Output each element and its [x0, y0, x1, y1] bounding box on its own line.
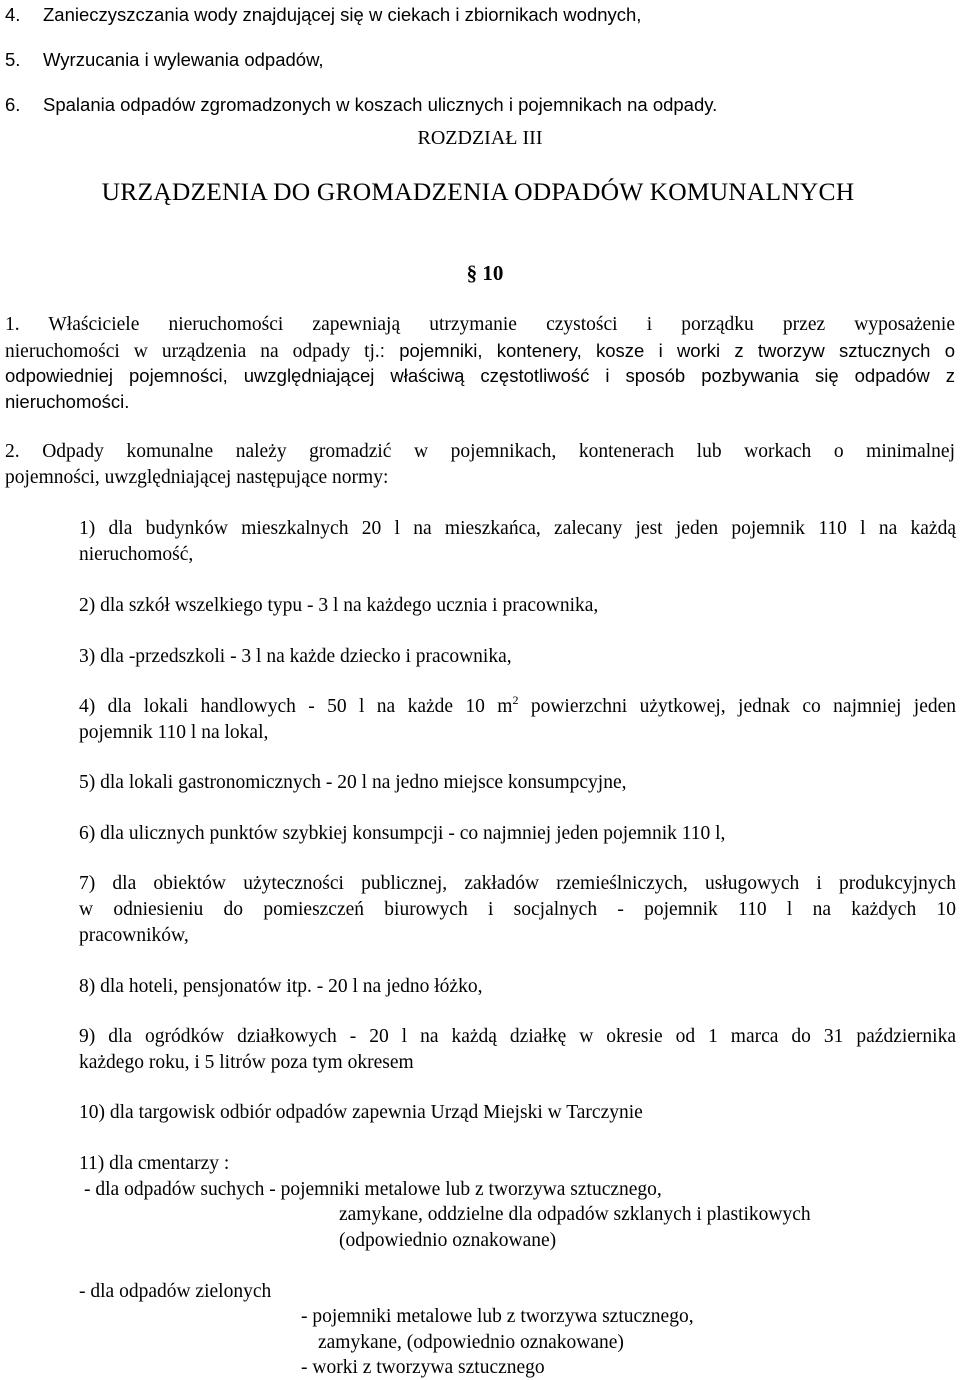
- norm-item: 6) dla ulicznych punktów szybkiej konsumpcji - co najmniej jeden pojemnik 110 l,: [79, 823, 726, 844]
- list-item: [5, 3, 641, 27]
- paragraph-1-text: : pojemniki, kontenery, kosze i worki z tworzyw sztucznych o: [379, 340, 955, 361]
- norm-item: [79, 695, 956, 719]
- norm-item: 10) dla targowisk odbiór odpadów zapewnia Urząd Miejski w Tarczynie: [79, 1102, 643, 1123]
- paragraph-1-text: nieruchomości w urządzenia na odpady tj.: [5, 341, 380, 362]
- list-number: 5.: [5, 49, 21, 70]
- norm-subitem: - dla odpadów zielonych: [79, 1281, 272, 1302]
- norm-subitem: - worki z tworzywa sztucznego: [301, 1357, 545, 1378]
- chapter-title: URZĄDZENIA DO GROMADZENIA ODPADÓW KOMUNALNYCH: [101, 177, 855, 206]
- norm-item: 8) dla hoteli, pensjonatów itp. - 20 l na jedno łóżko,: [79, 976, 483, 997]
- list-text: Spalania odpadów zgromadzonych w koszach ulicznych i pojemnikach na odpady.: [43, 94, 718, 115]
- norm-item: w odniesieniu do pomieszczeń biurowych i socjalnych - pojemnik 110 l na każdych 10: [79, 899, 956, 920]
- norm-item: 3) dla -przedszkoli - 3 l na każde dziecko i pracownika,: [79, 646, 512, 667]
- list-item: [5, 48, 324, 72]
- paragraph-1-line: odpowiedniej pojemności, uwzględniającej właściwą częstotliwość i sposób pozbywania się odpadów z: [5, 365, 955, 386]
- norm-item: każdego roku, i 5 litrów poza tym okresem: [79, 1052, 414, 1073]
- norm-item: 1) dla budynków mieszkalnych 20 l na mieszkańca, zalecany jest jeden pojemnik 110 l na każdą: [79, 518, 956, 539]
- norm-subitem: (odpowiednio oznakowane): [339, 1230, 557, 1251]
- norm-subitem: - pojemniki metalowe lub z tworzywa sztucznego,: [301, 1306, 694, 1327]
- norm-subitem: zamykane, oddzielne dla odpadów szklanych i plastikowych: [339, 1204, 811, 1225]
- list-number: 6.: [5, 94, 21, 115]
- norm-item: 7) dla obiektów użyteczności publicznej, zakładów rzemieślniczych, usługowych i produkcyjnych: [79, 873, 956, 894]
- paragraph-2-line: 2. Odpady komunalne należy gromadzić w pojemnikach, kontenerach lub workach o minimalnej: [5, 441, 955, 462]
- paragraph-1-line: [5, 339, 955, 364]
- norm-subitem: - dla odpadów suchych - pojemniki metalowe lub z tworzywa sztucznego,: [84, 1179, 662, 1200]
- list-text: Wyrzucania i wylewania odpadów,: [43, 49, 324, 70]
- list-text: Zanieczyszczania wody znajdującej się w ciekach i zbiornikach wodnych,: [43, 4, 642, 25]
- norm-item: 9) dla ogródków działkowych - 20 l na każdą działkę w okresie od 1 marca do 31 października: [79, 1026, 956, 1047]
- norm-text: 4) dla lokali handlowych - 50 l na każde 10 m: [79, 696, 513, 717]
- norm-item: pracowników,: [79, 925, 189, 946]
- norm-item: 2) dla szkół wszelkiego typu - 3 l na każdego ucznia i pracownika,: [79, 595, 599, 616]
- norm-text: powierzchni użytkowej, jednak co najmniej jeden: [518, 696, 957, 717]
- norm-item: nieruchomość,: [79, 544, 194, 565]
- norm-subitem: zamykane, (odpowiednio oznakowane): [318, 1332, 624, 1353]
- chapter-heading: ROZDZIAŁ III: [417, 127, 543, 149]
- paragraph-1-line: nieruchomości.: [5, 391, 130, 412]
- section-heading: § 10: [466, 261, 504, 285]
- paragraph-1-line: 1. Właściciele nieruchomości zapewniają utrzymanie czystości i porządku przez wyposażenie: [5, 314, 955, 335]
- norm-item: 5) dla lokali gastronomicznych - 20 l na jedno miejsce konsumpcyjne,: [79, 772, 627, 793]
- norm-item: 11) dla cmentarzy :: [79, 1153, 230, 1174]
- norm-item: pojemnik 110 l na lokal,: [79, 722, 269, 743]
- list-number: 4.: [5, 4, 21, 25]
- list-item: [5, 93, 717, 117]
- superscript: 2: [512, 693, 519, 707]
- paragraph-2-line: pojemności, uwzględniającej następujące normy:: [5, 467, 389, 488]
